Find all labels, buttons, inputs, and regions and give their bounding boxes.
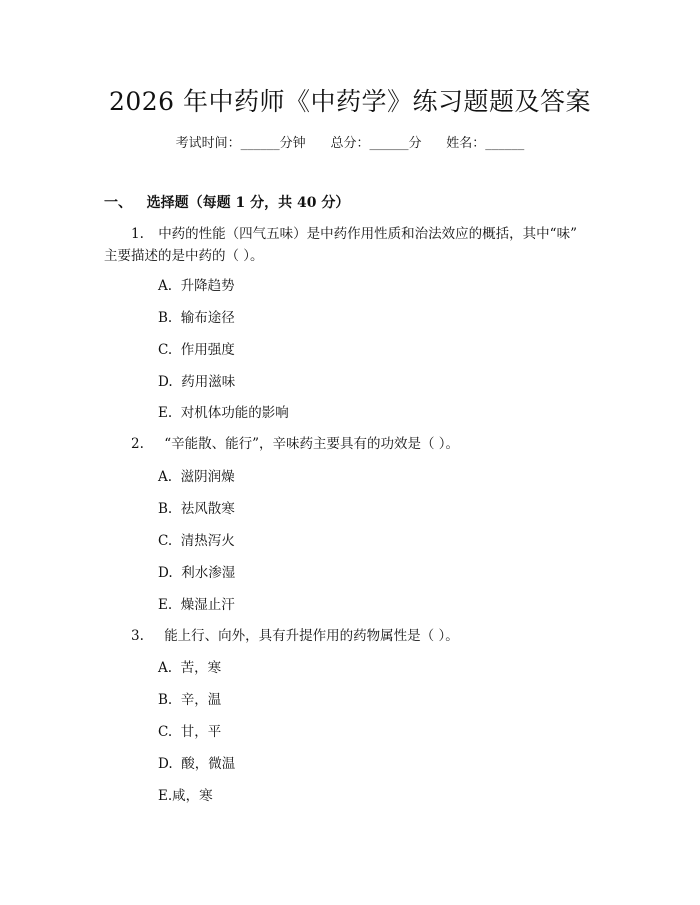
question-3 xyxy=(131,624,459,648)
question-1-option-e: E. 对机体功能的影响 xyxy=(158,405,289,421)
question-number: 1. xyxy=(131,226,144,242)
section-number: 一、 xyxy=(104,195,132,211)
section-label: 选择题（每题 1 分，共 40 分） xyxy=(146,195,350,211)
question-1-option-b: B. 输布途径 xyxy=(158,310,235,326)
question-1-option-c: C. 作用强度 xyxy=(158,342,235,358)
exam-name: 姓名：______ xyxy=(446,136,525,151)
exam-score: 总分：______分 xyxy=(330,136,422,151)
question-2-option-e: E. 燥湿止汗 xyxy=(158,597,235,613)
question-2-option-a: A. 滋阴润燥 xyxy=(158,469,235,485)
question-2-option-d: D. 利水渗湿 xyxy=(158,565,236,581)
question-2-option-b: B. 祛风散寒 xyxy=(158,501,235,517)
question-1-option-d: D. 药用滋味 xyxy=(158,374,236,390)
question-2-option-c: C. 清热泻火 xyxy=(158,533,235,549)
question-3-option-d: D. 酸，微温 xyxy=(158,756,236,772)
question-text: 中药的性能（四气五味）是中药作用性质和治法效应的概括，其中“味” xyxy=(158,226,577,242)
question-text: 能上行、向外，具有升提作用的药物属性是（ ）。 xyxy=(164,628,459,644)
question-1 xyxy=(131,222,611,246)
question-3-option-b: B. 辛，温 xyxy=(158,692,222,708)
question-text: “辛能散、能行”，辛味药主要具有的功效是（ ）。 xyxy=(164,436,460,452)
question-2 xyxy=(131,432,459,456)
question-3-option-e: E.咸，寒 xyxy=(158,788,213,804)
document-title: 2026 年中药师《中药学》练习题题及答案 xyxy=(108,87,592,116)
question-3-option-a: A. 苦，寒 xyxy=(158,660,222,676)
question-number: 3. xyxy=(131,628,144,644)
exam-info-line xyxy=(0,132,700,151)
question-3-option-c: C. 甘，平 xyxy=(158,724,222,740)
question-number: 2. xyxy=(131,436,144,452)
exam-time: 考试时间：______分钟 xyxy=(175,136,306,151)
question-1-option-a: A. 升降趋势 xyxy=(158,278,235,294)
section-heading xyxy=(104,192,349,212)
question-1-continuation: 主要描述的是中药的（ ）。 xyxy=(104,248,264,264)
